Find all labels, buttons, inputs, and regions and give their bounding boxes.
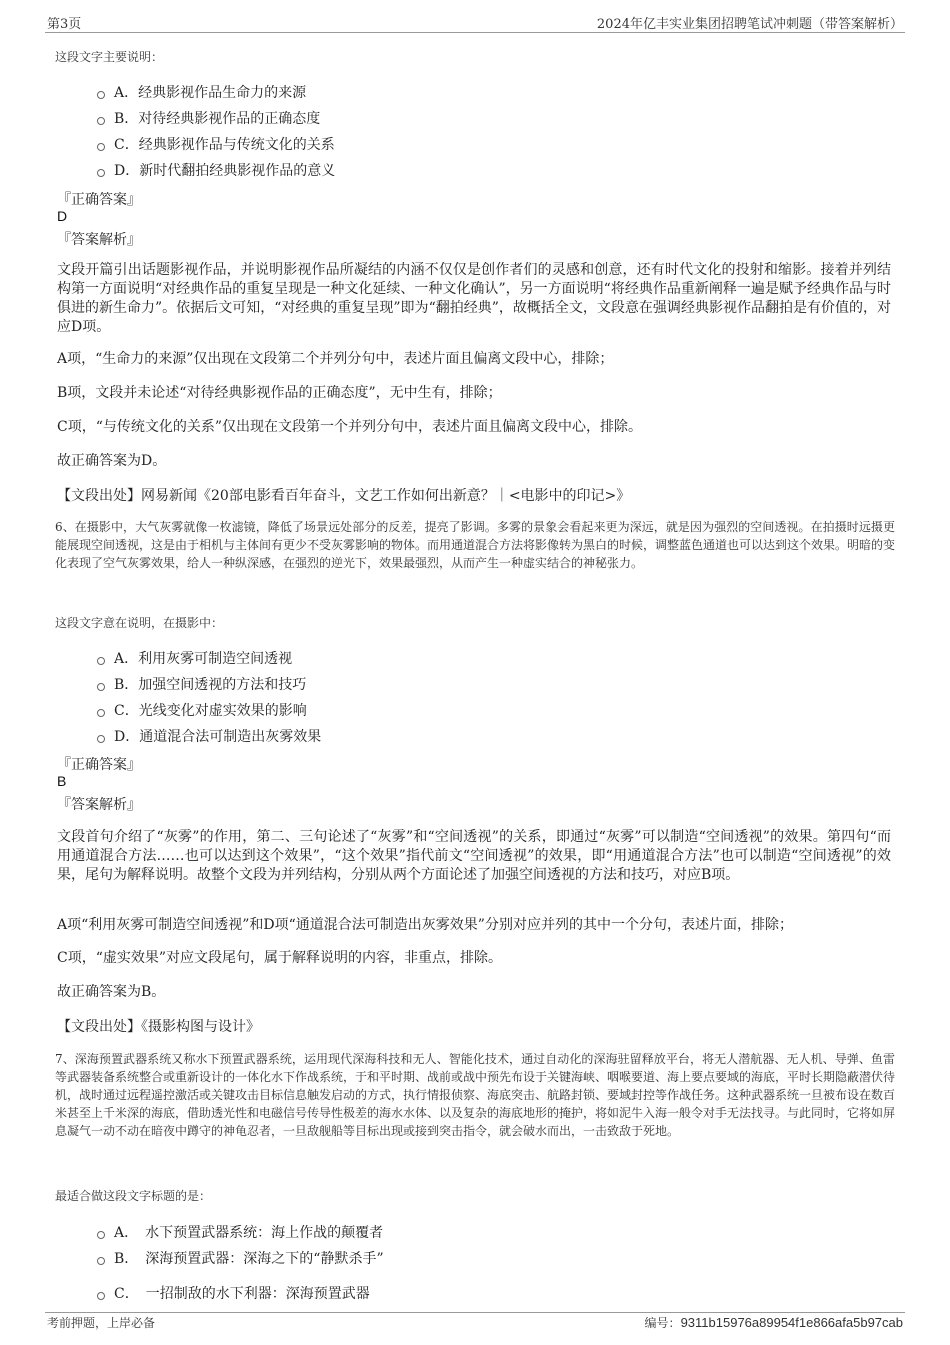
q6-answer-label: 『正确答案』 — [57, 757, 141, 773]
footer-divider — [45, 1312, 905, 1313]
q5-source: 【文段出处】网易新闻《20部电影看百年奋斗，文艺工作如何出新意？｜<电影中的印记>》 — [57, 488, 631, 504]
q6-analysis-label: 『答案解析』 — [57, 797, 141, 813]
q5-prompt: 这段文字主要说明： — [55, 50, 164, 64]
q5-option-a[interactable]: A．经典影视作品生命力的来源 — [97, 82, 306, 102]
q6-conclusion: 故正确答案为B。 — [57, 984, 166, 1000]
q6-explain-ad: A项“利用灰雾可制造空间透视”和D项“通道混合法可制造出灰雾效果”分别对应并列的其中一个分句，表述片面，排除； — [57, 917, 793, 933]
q5-explain-a: A项，“生命力的来源”仅出现在文段第二个并列分句中，表述片面且偏离文段中心，排除； — [57, 351, 614, 367]
q6-option-a[interactable]: A．利用灰雾可制造空间透视 — [97, 648, 292, 668]
radio-icon[interactable] — [97, 1257, 105, 1265]
q5-option-b[interactable]: B．对待经典影视作品的正确态度 — [97, 108, 320, 128]
q5-conclusion: 故正确答案为D。 — [57, 453, 167, 469]
q6-option-d[interactable]: D．通道混合法可制造出灰雾效果 — [97, 726, 321, 746]
q6-explain-c: C项，“虚实效果”对应文段尾句，属于解释说明的内容，非重点，排除。 — [57, 950, 503, 966]
radio-icon[interactable] — [97, 143, 105, 151]
page-number: 第3页 — [47, 17, 82, 32]
q7-stem: 7、深海预置武器系统又称水下预置武器系统，运用现代深海科技和无人、智能化技术，通过自动化的深海驻留释放平台，将无人潜航器、无人机、导弹、鱼雷等武器装备系统整合或重新设计的一体化水下作战系统，于和平时期、战前或战中预先布设于关键海峡、咽喉要道、海上要点要域的海底，平时长期隐蔽潜伏待机，战时通过远程遥控激活或关键攻击目标信息触发启动的方式，执行情报侦察、海底突击、航路封锁、要域封控等作战任务。这种武器系统一旦被布设在数百米甚至上千米深的海底，借助透光性和电磁信号传导性极差的海水水体、以及复杂的海底地形的掩护，将如泥牛入海一般令对手无法找寻。与此同时，它将如屏息凝气一动不动在暗夜中蹲守的神龟忍者，一旦敌舰船等目标出现或接到突击指令，就会破水而出，一击致敌于死地。 — [55, 1052, 896, 1138]
q6-option-b[interactable]: B．加强空间透视的方法和技巧 — [97, 674, 306, 694]
q5-answer: D — [57, 208, 68, 224]
q6-source: 【文段出处】《摄影构图与设计》 — [57, 1019, 260, 1035]
q6-stem: 6、在摄影中，大气灰雾就像一枚滤镜，降低了场景远处部分的反差，提亮了影调。多雾的景象会看起来更为深远，就是因为强烈的空间透视。在拍摄时远摄更能展现空间透视，这是由于相机与主体间有更少不受灰雾影响的物体。而用通道混合方法将影像转为黑白的时候，调整蓝色通道也可以达到这个效果。明暗的变化表现了空气灰雾效果，给人一种纵深感，在强烈的逆光下，效果最强烈，从而产生一种虚实结合的神秘张力。 — [55, 520, 896, 570]
radio-icon[interactable] — [97, 709, 105, 717]
header-divider — [45, 32, 905, 33]
radio-icon[interactable] — [97, 735, 105, 743]
q7-option-a[interactable]: A． 水下预置武器系统：海上作战的颠覆者 — [97, 1222, 383, 1242]
q5-explain-c: C项，“与传统文化的关系”仅出现在文段第一个并列分句中，表述片面且偏离文段中心，排除。 — [57, 419, 643, 435]
q7-prompt: 最适合做这段文字标题的是： — [55, 1189, 212, 1203]
footer-slogan: 考前押题，上岸必备 — [47, 1316, 156, 1330]
q7-option-b[interactable]: B． 深海预置武器：深海之下的“静默杀手” — [97, 1248, 384, 1268]
document-title: 2024年亿丰实业集团招聘笔试冲刺题（带答案解析） — [596, 17, 903, 32]
radio-icon[interactable] — [97, 657, 105, 665]
q5-option-d[interactable]: D．新时代翻拍经典影视作品的意义 — [97, 160, 335, 180]
document-id-label: 编号： — [644, 1316, 681, 1330]
q5-analysis: 文段开篇引出话题影视作品，并说明影视作品所凝结的内涵不仅仅是创作者们的灵感和创意，还有时代文化的投射和缩影。接着并列结构第一方面说明“对经典作品的重复呈现是一种文化延续、一种文化确认”，另一方面说明“将经典作品重新阐释一遍是赋予经典作品与时俱进的新生命力”。依据后文可知，“对经典的重复呈现”即为“翻拍经典”，故概括全文，文段意在强调经典影视作品翻拍是有价值的，对应D项。 — [57, 262, 891, 335]
q7-option-c[interactable]: C． 一招制敌的水下利器：深海预置武器 — [97, 1283, 370, 1303]
q6-prompt: 这段文字意在说明，在摄影中： — [55, 616, 224, 630]
radio-icon[interactable] — [97, 1292, 105, 1300]
q5-analysis-label: 『答案解析』 — [57, 232, 141, 248]
radio-icon[interactable] — [97, 683, 105, 691]
document-id — [645, 1314, 903, 1331]
document-id-value: 9311b15976a89954f1e866afa5b97cab — [680, 1315, 903, 1330]
radio-icon[interactable] — [97, 1231, 105, 1239]
q5-explain-b: B项，文段并未论述“对待经典影视作品的正确态度”，无中生有，排除； — [57, 385, 502, 401]
q5-option-c[interactable]: C．经典影视作品与传统文化的关系 — [97, 134, 335, 154]
radio-icon[interactable] — [97, 117, 105, 125]
q6-analysis: 文段首句介绍了“灰雾”的作用，第二、三句论述了“灰雾”和“空间透视”的关系，即通过“灰雾”可以制造“空间透视”的效果。第四句“而用通道混合方法……也可以达到这个效果”，“这个效果”指代前文“空间透视”的效果，即“用通道混合方法”也可以制造“空间透视”的效果，尾句为解释说明。故整个文段为并列结构，分别从两个方面论述了加强空间透视的方法和技巧，对应B项。 — [57, 829, 891, 883]
radio-icon[interactable] — [97, 91, 105, 99]
q5-answer-label: 『正确答案』 — [57, 192, 141, 208]
radio-icon[interactable] — [97, 169, 105, 177]
q6-answer: B — [57, 773, 67, 789]
q6-option-c[interactable]: C．光线变化对虚实效果的影响 — [97, 700, 307, 720]
